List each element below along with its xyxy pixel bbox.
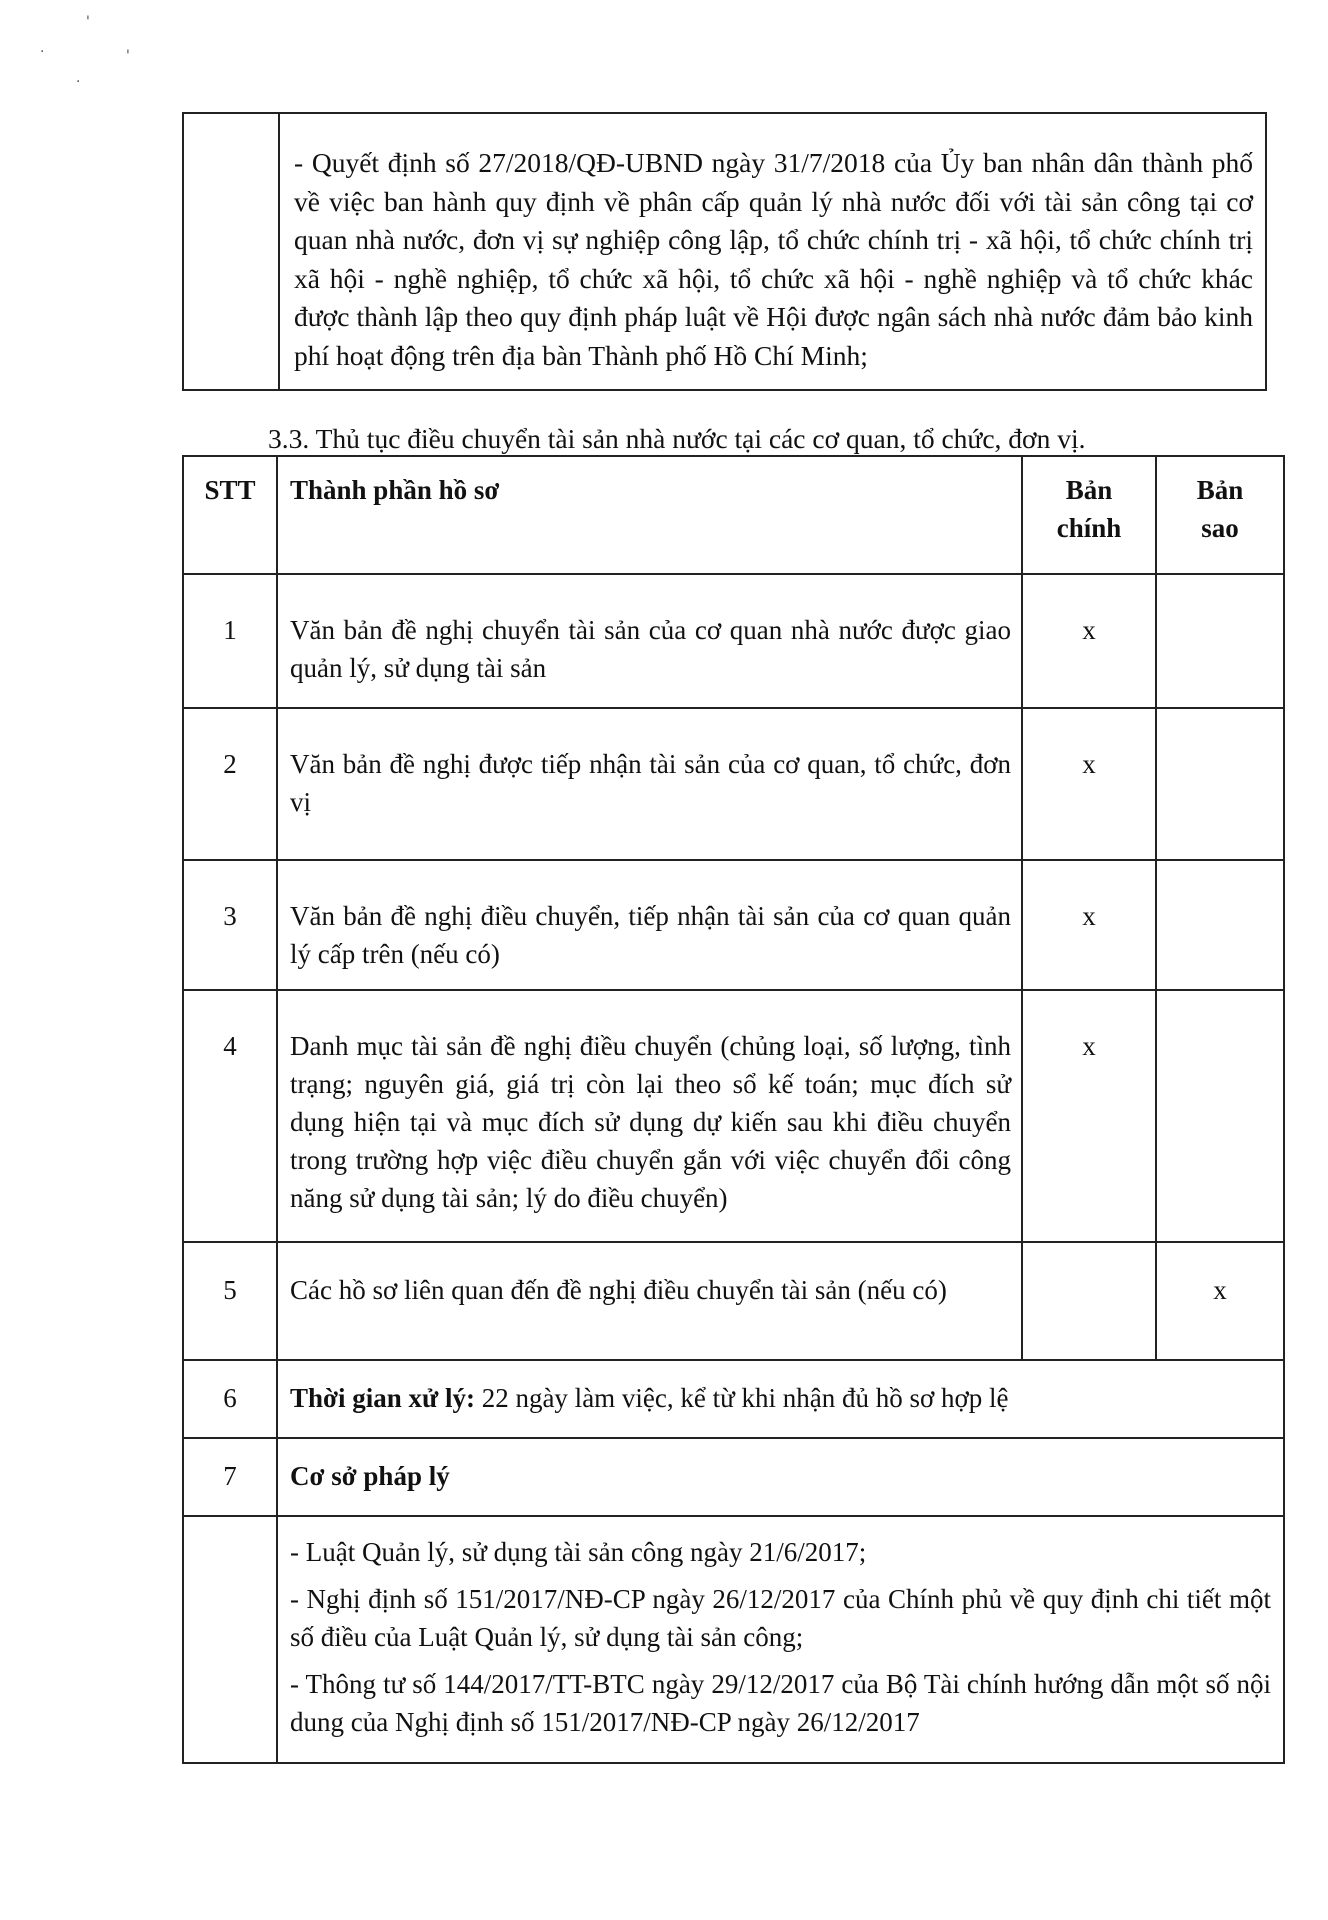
row-number: 6 [183, 1360, 277, 1438]
header-original [1022, 456, 1156, 574]
row-copy-mark: x [1156, 1242, 1284, 1360]
processing-time-label: Thời gian xử lý: [290, 1383, 475, 1413]
row-number: 5 [183, 1242, 277, 1360]
legal-basis-items-row [183, 1516, 1284, 1763]
dossier-table [182, 455, 1285, 1764]
legal-basis-item: - Nghị định số 151/2017/NĐ-CP ngày 26/12/2017 của Chính phủ về quy định chi tiết một số điều của Luật Quản lý, sử dụng tài sản công; [290, 1584, 1271, 1652]
table-row [183, 708, 1284, 860]
table-header-row [183, 456, 1284, 574]
legal-basis-item: - Thông tư số 144/2017/TT-BTC ngày 29/12/2017 của Bộ Tài chính hướng dẫn một số nội dung của Nghị định số 151/2017/NĐ-CP ngày 26/12/2017 [290, 1669, 1271, 1737]
row-number: 4 [183, 990, 277, 1242]
row-original-mark [1022, 1242, 1156, 1360]
processing-time-cell [277, 1360, 1284, 1438]
row-copy-mark [1156, 708, 1284, 860]
table-row [183, 1242, 1284, 1360]
header-copy-line2: sao [1201, 513, 1239, 543]
header-copy [1156, 456, 1284, 574]
row-document: Văn bản đề nghị điều chuyển, tiếp nhận tài sản của cơ quan quản lý cấp trên (nếu có) [277, 860, 1022, 990]
row-number: 3 [183, 860, 277, 990]
row-document: Văn bản đề nghị chuyển tài sản của cơ quan nhà nước được giao quản lý, sử dụng tài sản [277, 574, 1022, 708]
table-row [183, 574, 1284, 708]
processing-time-row [183, 1360, 1284, 1438]
row-original-mark: x [1022, 708, 1156, 860]
section-heading: 3.3. Thủ tục điều chuyển tài sản nhà nước tại các cơ quan, tổ chức, đơn vị. [268, 423, 1086, 454]
legal-basis-item: - Luật Quản lý, sử dụng tài sản công ngày 21/6/2017; [290, 1537, 867, 1567]
row-copy-mark [1156, 574, 1284, 708]
scan-mark: . [40, 40, 45, 56]
continuation-text: - Quyết định số 27/2018/QĐ-UBND ngày 31/7/2018 của Ủy ban nhân dân thành phố về việc ban hành quy định về phân cấp quản lý nhà nước đối với tài sản công tại cơ quan nhà nước, đơn vị sự nghiệp công lập, tổ chức chính trị - xã hội, tổ chức chính trị xã hội - nghề nghiệp, tổ chức xã hội, tổ chức xã hội - nghề nghiệp và tổ chức khác được thành lập theo quy định pháp luật về Hội được ngân sách nhà nước đảm bảo kinh phí hoạt động trên địa bàn Thành phố Hồ Chí Minh; [279, 113, 1266, 390]
table-row [183, 860, 1284, 990]
legal-basis-empty-cell [183, 1516, 277, 1763]
header-original-line2: chính [1056, 513, 1122, 543]
row-document: Các hồ sơ liên quan đến đề nghị điều chuyển tài sản (nếu có) [277, 1242, 1022, 1360]
header-copy-line1: Bản [1196, 475, 1244, 505]
scan-mark: ' [126, 48, 130, 64]
row-document: Danh mục tài sản đề nghị điều chuyển (chủng loại, số lượng, tình trạng; nguyên giá, giá trị còn lại theo sổ kế toán; mục đích sử dụng hiện tại và mục đích sử dụng dự kiến sau khi điều chuyển trong trường hợp việc điều chuyển gắn với việc chuyển đổi công năng sử dụng tài sản; lý do điều chuyển) [277, 990, 1022, 1242]
continuation-empty-cell [183, 113, 279, 390]
row-original-mark: x [1022, 574, 1156, 708]
continuation-table [182, 112, 1267, 391]
scan-mark: ' [86, 14, 90, 30]
row-number: 1 [183, 574, 277, 708]
row-number: 7 [183, 1438, 277, 1516]
header-document: Thành phần hồ sơ [277, 456, 1022, 574]
row-copy-mark [1156, 860, 1284, 990]
legal-basis-row [183, 1438, 1284, 1516]
scan-mark: . [76, 70, 81, 86]
row-original-mark: x [1022, 860, 1156, 990]
row-number: 2 [183, 708, 277, 860]
legal-basis-label: Cơ sở pháp lý [290, 1461, 450, 1491]
row-copy-mark [1156, 990, 1284, 1242]
row-document: Văn bản đề nghị được tiếp nhận tài sản của cơ quan, tổ chức, đơn vị [277, 708, 1022, 860]
row-original-mark: x [1022, 990, 1156, 1242]
header-stt: STT [183, 456, 277, 574]
processing-time-value: 22 ngày làm việc, kể từ khi nhận đủ hồ sơ hợp lệ [474, 1383, 1009, 1413]
table-row [183, 990, 1284, 1242]
legal-basis-list [277, 1516, 1284, 1763]
header-original-line1: Bản [1065, 475, 1113, 505]
legal-basis-heading-cell [277, 1438, 1284, 1516]
